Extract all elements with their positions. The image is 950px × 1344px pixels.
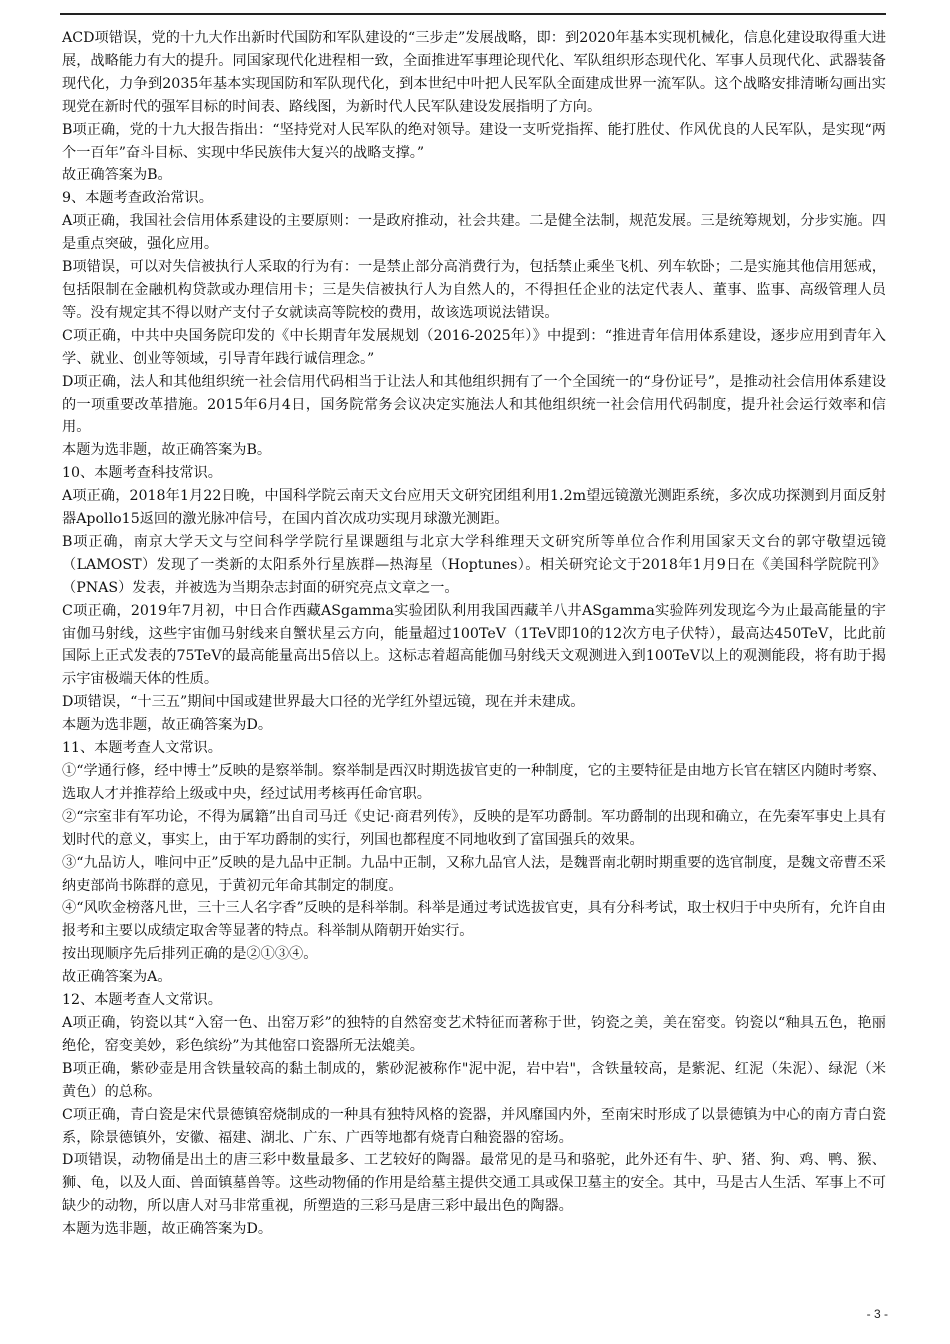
question-heading: 9、本题考查政治常识。: [62, 190, 213, 207]
paragraph: A项正确，我国社会信用体系建设的主要原则：一是政府推动，社会共建。二是健全法制，规范发展。三是统筹规划，分步实施。四是重点突破，强化应用。: [62, 213, 886, 253]
paragraph: 故正确答案为A。: [62, 969, 172, 986]
paragraph: C项正确，2019年7月初，中日合作西藏ASgamma实验团队利用我国西藏羊八井ASgamma实验阵列发现迄今为止最高能量的宇宙伽马射线，这些宇宙伽马射线来自蟹状星云方向，能量超过100TeV（1TeV即10的12次方电子伏特），最高达450TeV，比此前国际上正式发表的75TeV的最高能量高出5倍以上。这标志着超高能伽马射线天文观测进入到100TeV以上的观测能段，将有助于揭示宇宙极端天体的性质。: [62, 602, 886, 688]
paragraph: C项正确，中共中央国务院印发的《中长期青年发展规划（2016-2025年）》中提到：“推进青年信用体系建设，逐步应用到青年入学、就业、创业等领域，引导青年践行诚信理念。”: [62, 327, 886, 367]
paragraph: B项正确，紫砂壶是用含铁量较高的黏土制成的，紫砂泥被称作"泥中泥，岩中岩"，含铁量较高，是紫泥、红泥（朱泥）、绿泥（米黄色）的总称。: [62, 1060, 886, 1100]
paragraph: A项正确，2018年1月22日晚，中国科学院云南天文台应用天文研究团组利用1.2m望远镜激光测距系统，多次成功探测到月面反射器Apollo15返回的激光脉冲信号，在国内首次成功实现月球激光测距。: [62, 488, 886, 528]
paragraph: 本题为选非题，故正确答案为D。: [62, 717, 273, 734]
paragraph: D项错误，“十三五”期间中国或建世界最大口径的光学红外望远镜，现在并未建成。: [62, 694, 585, 711]
paragraph: 本题为选非题，故正确答案为B。: [62, 442, 272, 459]
paragraph: 按出现顺序先后排列正确的是②①③④。: [62, 946, 318, 963]
page-number: - 3 -: [866, 1307, 888, 1321]
question-heading: 11、本题考查人文常识。: [62, 740, 222, 757]
paragraph: ②“宗室非有军功论，不得为属籍”出自司马迁《史记·商君列传》，反映的是军功爵制。军功爵制的出现和确立，在先秦军事史上具有划时代的意义，事实上，由于军功爵制的实行，列国也都程度不同地收到了富国强兵的效果。: [62, 808, 886, 848]
paragraph: 本题为选非题，故正确答案为D。: [62, 1221, 273, 1238]
paragraph: ACD项错误，党的十九大作出新时代国防和军队建设的“三步走”发展战略，即：到2020年基本实现机械化，信息化建设取得重大进展，战略能力有大的提升。同国家现代化进程相一致，全面推进军事理论现代化、军队组织形态现代化、军事人员现代化、武器装备现代化，力争到2035年基本实现国防和军队现代化，到本世纪中叶把人民军队全面建成世界一流军队。这个战略安排清晰勾画出实现党在新时代的强军目标的时间表、路线图，为新时代人民军队建设发展指明了方向。: [62, 30, 886, 115]
question-heading: 12、本题考查人文常识。: [62, 992, 222, 1009]
paragraph: ③“九品访人，唯问中正”反映的是九品中正制。九品中正制，又称九品官人法，是魏晋南北朝时期重要的选官制度，是魏文帝曹丕采纳吏部尚书陈群的意见，于黄初元年命其制定的制度。: [62, 854, 886, 894]
paragraph: D项正确，法人和其他组织统一社会信用代码相当于让法人和其他组织拥有了一个全国统一的“身份证号”，是推动社会信用体系建设的一项重要改革措施。2015年6月4日，国务院常务会议决定实施法人和其他组织统一社会信用代码制度，提升社会运行效率和信用。: [62, 373, 886, 436]
paragraph: A项正确，钧瓷以其“入窑一色、出窑万彩”的独特的自然窑变艺术特征而著称于世，钧瓷之美，美在窑变。钧瓷以“釉具五色，艳丽绝伦，窑变美妙，彩色缤纷”为其他窑口瓷器所无法媲美。: [62, 1014, 886, 1054]
question-heading: 10、本题考查科技常识。: [62, 465, 222, 482]
answer-explanations: [62, 27, 886, 1241]
paragraph: B项正确，党的十九大报告指出：“坚持党对人民军队的绝对领导。建设一支听党指挥、能打胜仗、作风优良的人民军队，是实现“两个一百年”奋斗目标、实现中华民族伟大复兴的战略支撑。”: [62, 121, 886, 161]
paragraph: D项错误，动物俑是出土的唐三彩中数量最多、工艺较好的陶器。最常见的是马和骆驼，此外还有牛、驴、猪、狗、鸡、鸭、猴、狮、龟，以及人面、兽面镇墓兽等。这些动物俑的作用是给墓主提供交通工具或保卫墓主的安全。其中，马是古人生活、军事上不可缺少的动物，所以唐人对马非常重视，所塑造的三彩马是唐三彩中最出色的陶器。: [62, 1152, 886, 1215]
paragraph: B项正确，南京大学天文与空间科学学院行星课题组与北京大学科维理天文研究所等单位合作利用国家天文台的郭守敬望远镜（LAMOST）发现了一类新的太阳系外行星族群—热海星（Hoptunes）。相关研究论文于2018年1月9日在《美国科学院院刊》（PNAS）发表，并被选为当期杂志封面的研究亮点文章之一。: [62, 533, 886, 596]
paragraph: ①“学通行修，经中博士”反映的是察举制。察举制是西汉时期选拔官吏的一种制度，它的主要特征是由地方长官在辖区内随时考察、选取人才并推荐给上级或中央，经过试用考核再任命官职。: [62, 763, 886, 802]
header-rule: [60, 13, 886, 15]
paragraph: B项错误，可以对失信被执行人采取的行为有：一是禁止部分高消费行为，包括禁止乘坐飞机、列车软卧；二是实施其他信用惩戒，包括限制在金融机构贷款或办理信用卡；三是失信被执行人为自然人的，不得担任企业的法定代表人、董事、监事、高级管理人员等。没有规定其不得以财产支付子女就读高等院校的费用，故该选项说法错误。: [62, 259, 886, 321]
paragraph: C项正确，青白瓷是宋代景德镇窑烧制成的一种具有独特风格的瓷器，并风靡国内外，至南宋时形成了以景德镇为中心的南方青白瓷系，除景德镇外，安徽、福建、湖北、广东、广西等地都有烧青白釉瓷器的窑场。: [62, 1106, 886, 1146]
paragraph: ④“风吹金榜落凡世，三十三人名字香”反映的是科举制。科举是通过考试选拔官吏，具有分科考试，取士权归于中央所有，允许自由报考和主要以成绩定取舍等显著的特点。科举制从隋朝开始实行。: [62, 900, 886, 940]
paragraph: 故正确答案为B。: [62, 167, 172, 184]
